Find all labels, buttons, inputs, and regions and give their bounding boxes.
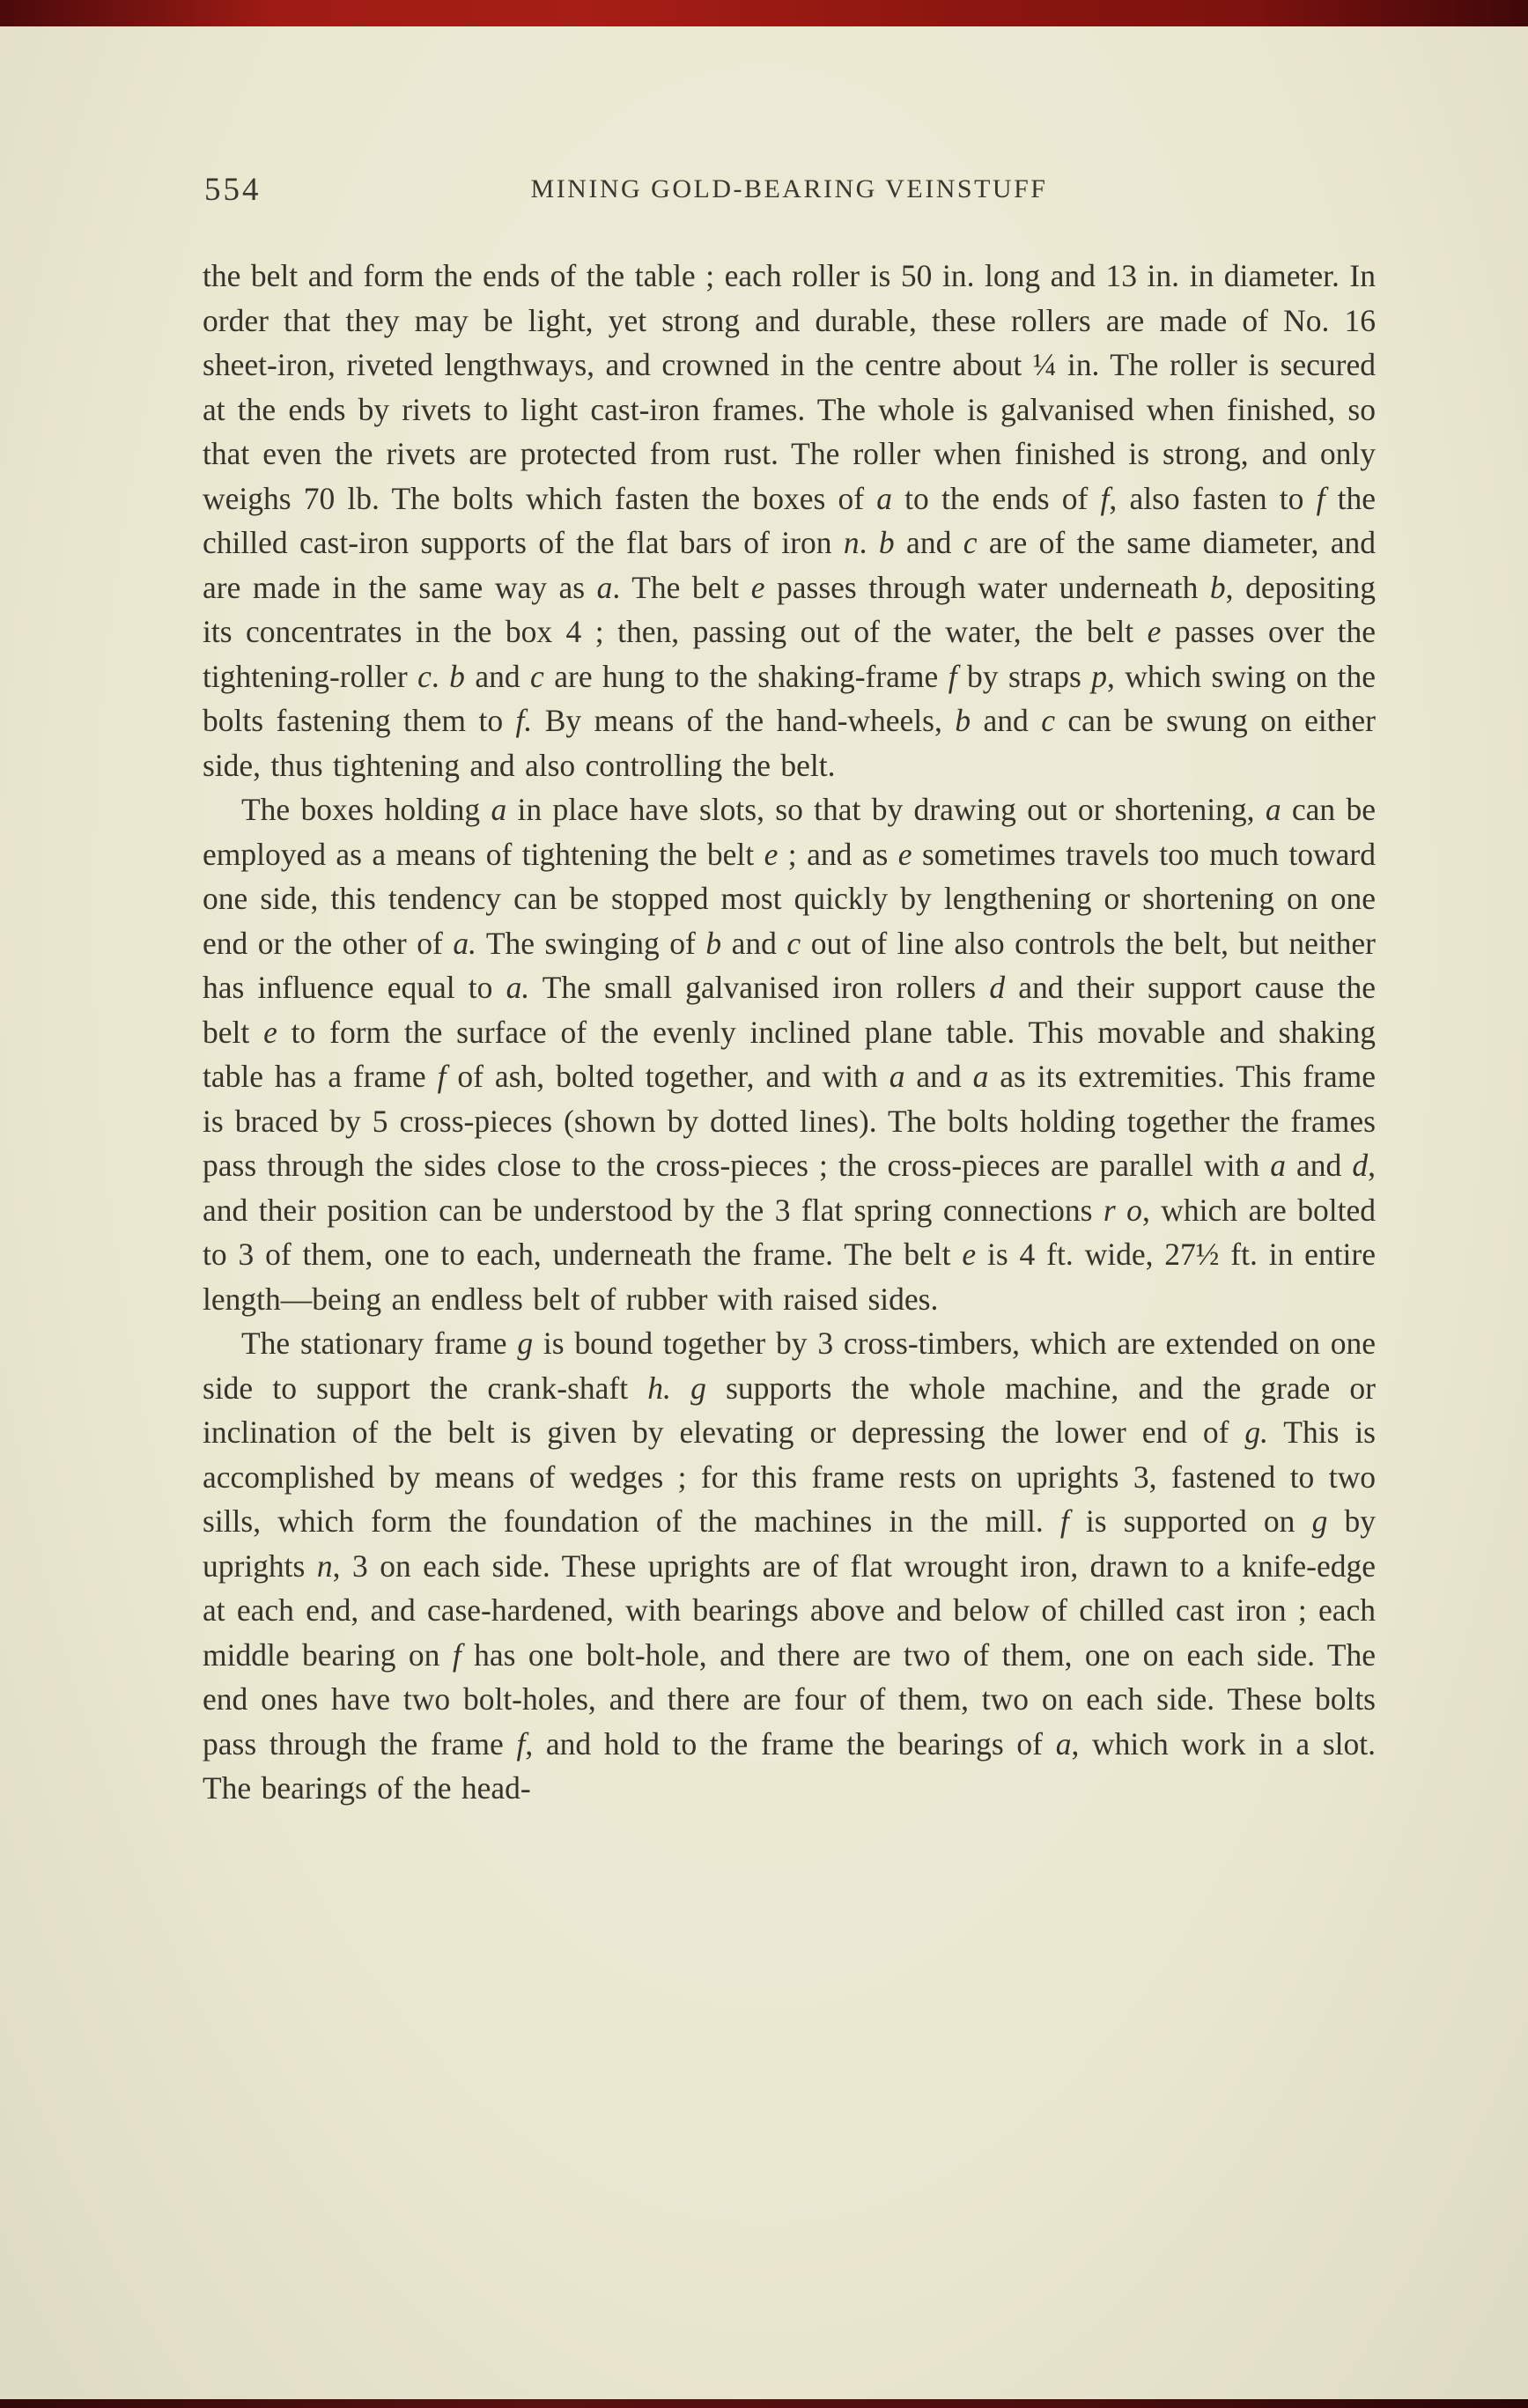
text-run: . [431, 658, 450, 694]
text-run: , which are bolted to 3 of them, one to each, underneath the frame. The belt [203, 1192, 1376, 1272]
text-run: and [1285, 1148, 1353, 1183]
text-run: is bound together by 3 cross-timbers, which are extended on one side to support the crank-shaft [203, 1326, 1377, 1406]
italic-part-letter: b [955, 703, 971, 738]
italic-part-letter: g [690, 1370, 706, 1406]
italic-part-letter: g. [1244, 1415, 1269, 1450]
text-run: , and their position can be understood by the 3 flat spring connections [203, 1148, 1376, 1228]
text-run: , depositing its concentrates in the box 4 ; then, passing out of the water, the belt [203, 569, 1376, 649]
italic-part-letter: a [889, 1059, 905, 1094]
italic-part-letter: b [705, 925, 722, 961]
italic-part-letter: c [530, 658, 544, 694]
text-run: By means of the hand-wheels, [532, 703, 956, 738]
italic-part-letter: a [876, 480, 892, 516]
italic-part-letter: a [972, 1059, 989, 1094]
italic-part-letter: f [948, 658, 957, 694]
italic-part-letter: e [962, 1237, 977, 1272]
scan-edge-top [0, 0, 1528, 26]
italic-part-letter: e [263, 1014, 277, 1050]
text-run: are of the same diameter, and are made in the same way as [203, 525, 1376, 605]
italic-part-letter: a. [506, 970, 530, 1005]
text-run: has one bolt-hole, and there are two of them, one on each side. The end ones have two bolt-holes, and there are four of them, two on each side. These bolts pass through the frame [203, 1636, 1376, 1762]
text-run: can be employed as a means of tightening the belt [203, 792, 1376, 872]
italic-part-letter: a [596, 569, 613, 605]
italic-part-letter: e [764, 836, 779, 872]
italic-part-letter: b [1209, 569, 1226, 605]
text-run: , which swing on the bolts fastening them to [203, 658, 1376, 738]
text-run: The swinging of [476, 925, 706, 961]
body-text [203, 254, 1376, 1811]
text-run: supports the whole machine, and the grade or inclination of the belt is given by elevating or depressing the lower end of [203, 1370, 1376, 1450]
text-run: sometimes travels too much toward one side, this tendency can be stopped most quickly by lengthening or shortening on one end or the other of [203, 836, 1376, 961]
text-run: This is accomplished by means of wedges ; for this frame rests on uprights 3, fastened to two sills, which form the foundation of the machines in the mill. [203, 1415, 1376, 1539]
text-run: the chilled cast-iron supports of the flat bars of iron [203, 480, 1377, 560]
text-run: and [971, 703, 1042, 738]
paragraph [203, 787, 1376, 1321]
italic-part-letter: a [1055, 1725, 1072, 1762]
italic-part-letter: n [843, 525, 860, 560]
italic-part-letter: f [1316, 480, 1325, 516]
paragraph [203, 254, 1376, 787]
text-run: is supported on [1068, 1503, 1312, 1539]
running-header: MINING GOLD-BEARING VEINSTUFF [530, 174, 1048, 203]
text-run: to form the surface of the evenly inclined plane table. This movable and shaking table has a frame [203, 1014, 1377, 1094]
italic-part-letter: f [1100, 480, 1110, 516]
italic-part-letter: b [449, 658, 465, 694]
text-run: to the ends of [892, 480, 1101, 516]
page-header [203, 169, 1376, 213]
italic-part-letter: h. [647, 1370, 671, 1406]
italic-part-letter: f [437, 1059, 447, 1094]
italic-part-letter: a [491, 792, 507, 827]
text-run: by straps [956, 658, 1092, 694]
text-run: and [464, 658, 531, 694]
text-run: the belt and form the ends of the table ; each roller is 50 in. long and 13 in. in diameter. In order that they may be light, yet strong and durable, these rollers are made of No. 16 sheet-iron, riveted lengthways, and crowned in the centre about ¼ in. The roller is secured at the ends by rivets to light cast-iron frames. The whole is galvanised when finished, so that even the rivets are protected from rust. The roller when finished is strong, and only weighs 70 lb. The bolts which fasten the boxes of [203, 258, 1376, 516]
text-run: passes over the tightening-roller [203, 614, 1376, 694]
italic-part-letter: c [786, 925, 801, 961]
text-run [671, 1370, 690, 1406]
text-run: and [904, 1059, 973, 1094]
paragraph [203, 1321, 1376, 1811]
text-run: of ash, bolted together, and with [446, 1059, 889, 1094]
text-run: and [721, 925, 787, 961]
text-run: The small galvanised iron rollers [529, 970, 990, 1005]
text-run: , also fasten to [1109, 480, 1317, 516]
italic-part-letter: g [1311, 1503, 1328, 1539]
text-run: as its extremities. This frame is braced by 5 cross-pieces (shown by dotted lines). The bolts holding together the frames pass through the sides close to the cross-pieces ; the cross-pieces are parallel with [203, 1059, 1376, 1183]
italic-part-letter: f [1059, 1503, 1069, 1539]
italic-part-letter: d [1352, 1148, 1369, 1183]
text-run: is 4 ft. wide, 27½ ft. in entire length—being an endless belt of rubber with raised sides. [203, 1237, 1376, 1317]
text-run: , 3 on each side. These uprights are of flat wrought iron, drawn to a knife-edge at each end, and case-hardened, with bearings above and below of chilled cast iron ; each middle bearing on [203, 1547, 1376, 1673]
italic-part-letter: c [963, 525, 978, 560]
italic-part-letter: a [1270, 1148, 1286, 1183]
italic-part-letter: c [417, 658, 432, 694]
italic-part-letter: c [1041, 703, 1055, 738]
italic-part-letter: e [750, 569, 765, 605]
text-run: , and hold to the frame the bearings of [525, 1725, 1056, 1762]
text-run: are hung to the shaking-frame [543, 658, 949, 694]
italic-part-letter: f. [515, 703, 533, 738]
italic-part-letter: n [316, 1547, 333, 1584]
text-run: can be swung on either side, thus tightening and also controlling the belt. [203, 703, 1376, 783]
text-run: by uprights [203, 1503, 1377, 1584]
text-run: . The belt [612, 569, 751, 605]
text-run: . [859, 525, 879, 560]
text-run: , which work in a slot. The bearings of the head- [203, 1725, 1376, 1806]
italic-part-letter: a [1265, 792, 1281, 827]
text-run: The stationary frame [241, 1326, 518, 1361]
italic-part-letter: g [517, 1326, 534, 1361]
italic-part-letter: p [1091, 658, 1107, 694]
text-run: in place have slots, so that by drawing out or shortening, [506, 792, 1266, 827]
text-run: out of line also controls the belt, but neither has influence equal to [203, 925, 1376, 1005]
italic-part-letter: e [897, 836, 912, 872]
italic-part-letter: f [452, 1636, 461, 1673]
text-run: The boxes holding [241, 792, 491, 827]
italic-part-letter: r o [1103, 1192, 1142, 1228]
italic-part-letter: e [1147, 614, 1162, 649]
scan-edge-bottom [0, 2399, 1528, 2408]
italic-part-letter: b [878, 525, 895, 560]
italic-part-letter: f [516, 1725, 526, 1762]
text-run: and their support cause the belt [203, 970, 1376, 1050]
page-number: 554 [204, 172, 262, 208]
italic-part-letter: a. [453, 925, 476, 961]
text-run: ; and as [778, 836, 898, 872]
italic-part-letter: d [989, 970, 1006, 1005]
text-run: passes through water underneath [764, 569, 1210, 605]
text-run: and [894, 525, 963, 560]
